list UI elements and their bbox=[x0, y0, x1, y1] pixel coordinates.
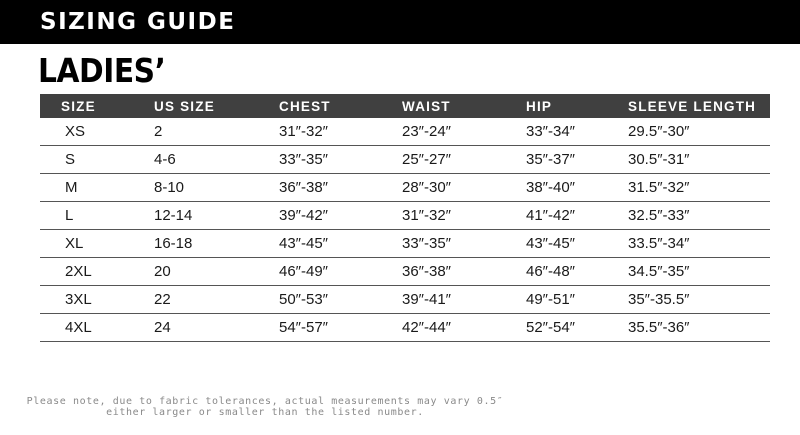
cell-sleeve-length: 35″-35.5″ bbox=[628, 286, 770, 314]
section-title: LADIES’ bbox=[38, 51, 166, 90]
cell-sleeve-length: 34.5″-35″ bbox=[628, 258, 770, 286]
cell-us-size: 2 bbox=[154, 118, 279, 146]
cell-size: M bbox=[40, 174, 154, 202]
table-header-row bbox=[40, 94, 770, 118]
cell-hip: 52″-54″ bbox=[526, 314, 628, 342]
cell-size: 4XL bbox=[40, 314, 154, 342]
cell-size: S bbox=[40, 146, 154, 174]
cell-waist: 36″-38″ bbox=[402, 258, 526, 286]
column-header-us-size: US SIZE bbox=[154, 98, 215, 114]
cell-us-size: 24 bbox=[154, 314, 279, 342]
cell-hip: 35″-37″ bbox=[526, 146, 628, 174]
cell-waist: 42″-44″ bbox=[402, 314, 526, 342]
footnote-line-2: either larger or smaller than the listed number. bbox=[106, 407, 424, 418]
cell-waist: 25″-27″ bbox=[402, 146, 526, 174]
cell-hip: 33″-34″ bbox=[526, 118, 628, 146]
cell-waist: 23″-24″ bbox=[402, 118, 526, 146]
cell-chest: 43″-45″ bbox=[279, 230, 402, 258]
cell-chest: 50″-53″ bbox=[279, 286, 402, 314]
column-header-waist: WAIST bbox=[402, 98, 451, 114]
table-row bbox=[40, 314, 770, 342]
cell-size: XL bbox=[40, 230, 154, 258]
cell-us-size: 22 bbox=[154, 286, 279, 314]
cell-sleeve-length: 32.5″-33″ bbox=[628, 202, 770, 230]
cell-us-size: 12-14 bbox=[154, 202, 279, 230]
table-row bbox=[40, 230, 770, 258]
cell-size: 3XL bbox=[40, 286, 154, 314]
cell-hip: 41″-42″ bbox=[526, 202, 628, 230]
table-row bbox=[40, 174, 770, 202]
cell-us-size: 4-6 bbox=[154, 146, 279, 174]
table-row bbox=[40, 146, 770, 174]
cell-chest: 33″-35″ bbox=[279, 146, 402, 174]
footnote bbox=[0, 396, 530, 418]
cell-size: 2XL bbox=[40, 258, 154, 286]
cell-size: L bbox=[40, 202, 154, 230]
column-header-sleeve-length: SLEEVE LENGTH bbox=[628, 98, 757, 114]
column-header-size: SIZE bbox=[61, 98, 96, 114]
cell-sleeve-length: 29.5″-30″ bbox=[628, 118, 770, 146]
cell-chest: 36″-38″ bbox=[279, 174, 402, 202]
cell-size: XS bbox=[40, 118, 154, 146]
page-title: SIZING GUIDE bbox=[40, 9, 236, 35]
cell-us-size: 8-10 bbox=[154, 174, 279, 202]
cell-chest: 31″-32″ bbox=[279, 118, 402, 146]
cell-hip: 46″-48″ bbox=[526, 258, 628, 286]
footnote-line-1: Please note, due to fabric tolerances, actual measurements may vary 0.5″ bbox=[26, 396, 504, 407]
cell-sleeve-length: 33.5″-34″ bbox=[628, 230, 770, 258]
cell-hip: 43″-45″ bbox=[526, 230, 628, 258]
cell-hip: 49″-51″ bbox=[526, 286, 628, 314]
table-row bbox=[40, 286, 770, 314]
column-header-chest: CHEST bbox=[279, 98, 331, 114]
cell-us-size: 16-18 bbox=[154, 230, 279, 258]
cell-us-size: 20 bbox=[154, 258, 279, 286]
table-row bbox=[40, 118, 770, 146]
size-chart-table bbox=[40, 94, 770, 342]
cell-chest: 39″-42″ bbox=[279, 202, 402, 230]
column-header-hip: HIP bbox=[526, 98, 553, 114]
cell-chest: 46″-49″ bbox=[279, 258, 402, 286]
header-bar bbox=[0, 0, 800, 44]
cell-sleeve-length: 30.5″-31″ bbox=[628, 146, 770, 174]
cell-waist: 31″-32″ bbox=[402, 202, 526, 230]
cell-chest: 54″-57″ bbox=[279, 314, 402, 342]
table-row bbox=[40, 202, 770, 230]
cell-waist: 28″-30″ bbox=[402, 174, 526, 202]
cell-hip: 38″-40″ bbox=[526, 174, 628, 202]
table-row bbox=[40, 258, 770, 286]
cell-waist: 33″-35″ bbox=[402, 230, 526, 258]
cell-waist: 39″-41″ bbox=[402, 286, 526, 314]
cell-sleeve-length: 31.5″-32″ bbox=[628, 174, 770, 202]
cell-sleeve-length: 35.5″-36″ bbox=[628, 314, 770, 342]
